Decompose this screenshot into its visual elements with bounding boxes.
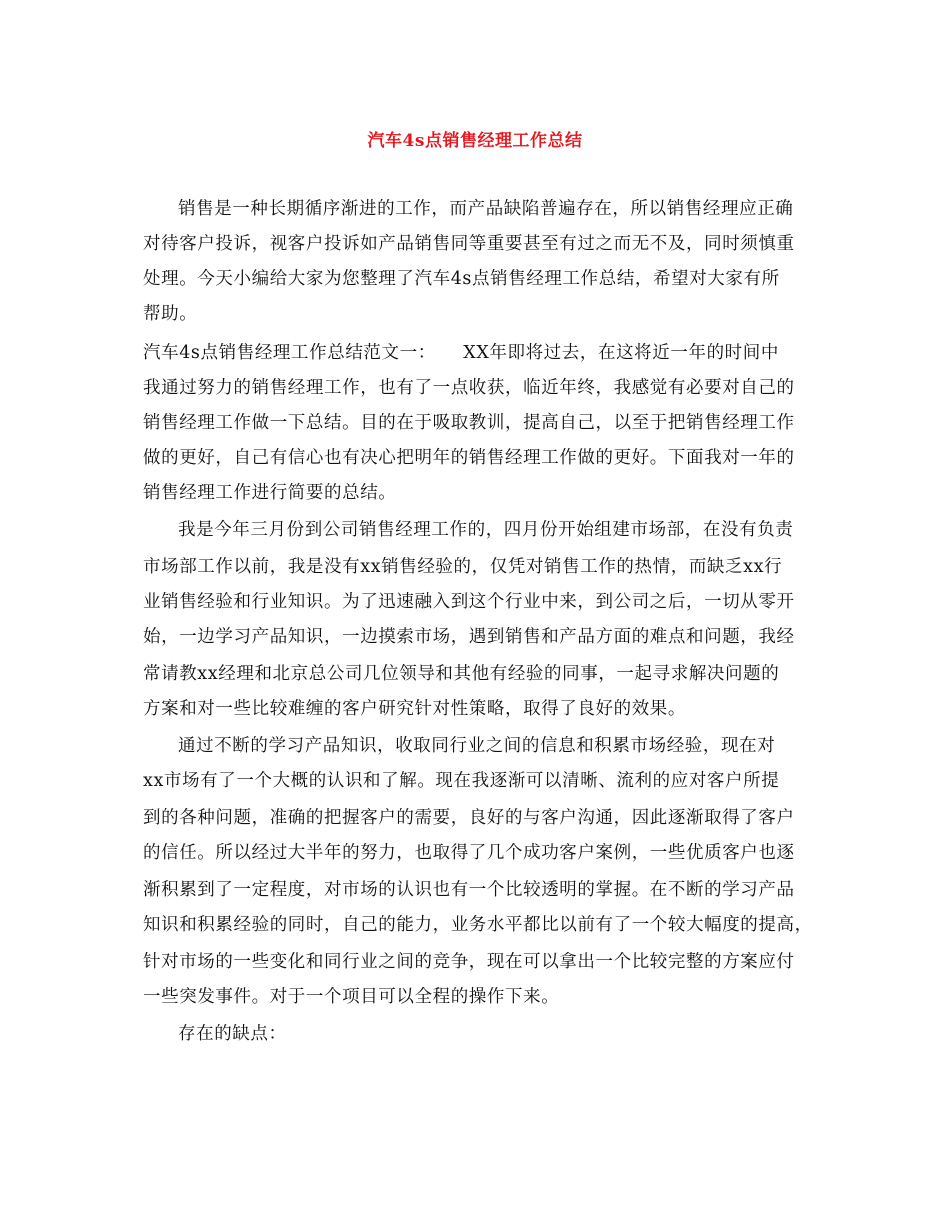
paragraph-line: 一些突发事件。对于一个项目可以全程的操作下来。 xyxy=(143,987,560,1007)
paragraph-line: 我通过努力的销售经理工作，也有了一点收获，临近年终，我感觉有必要对自己的 xyxy=(143,378,795,398)
paragraph-line: 始，一边学习产品知识，一边摸索市场，遇到销售和产品方面的难点和问题，我经 xyxy=(143,627,795,647)
paragraph-line: xx市场有了一个大概的认识和了解。现在我逐渐可以清晰、流利的应对客户所提 xyxy=(143,771,780,791)
paragraph-line: 到的各种问题，准确的把握客户的需要，良好的与客户沟通，因此逐渐取得了客户 xyxy=(143,808,795,828)
paragraph-line: 业销售经验和行业知识。为了迅速融入到这个行业中来，到公司之后，一切从零开 xyxy=(143,592,795,612)
paragraph-line: 对待客户投诉，视客户投诉如产品销售同等重要甚至有过之而无不及，同时须慎重 xyxy=(143,234,795,254)
paragraph-line: 存在的缺点： xyxy=(178,1024,287,1044)
paragraph-line: 做的更好，自己有信心也有决心把明年的销售经理工作做的更好。下面我对一年的 xyxy=(143,448,795,468)
paragraph-line: 常请教xx经理和北京总公司几位领导和其他有经验的同事，一起寻求解决问题的 xyxy=(143,664,780,684)
paragraph-line: 销售经理工作做一下总结。目的在于吸取教训，提高自己，以至于把销售经理工作 xyxy=(143,413,795,433)
paragraph-line: 方案和对一些比较难缠的客户研究针对性策略，取得了良好的效果。 xyxy=(143,699,686,719)
paragraph-line: 帮助。 xyxy=(143,304,198,324)
paragraph-line: 通过不断的学习产品知识，收取同行业之间的信息和积累市场经验，现在对 xyxy=(178,736,776,756)
paragraph-line: 渐积累到了一定程度，对市场的认识也有一个比较透明的掌握。在不断的学习产品 xyxy=(143,880,795,900)
paragraph-line: 我是今年三月份到公司销售经理工作的，四月份开始组建市场部，在没有负责 xyxy=(178,520,794,540)
document-title: 汽车4s点销售经理工作总结 xyxy=(367,131,583,151)
paragraph-line: 的信任。所以经过大半年的努力，也取得了几个成功客户案例，一些优质客户也逐 xyxy=(143,843,795,863)
paragraph-line: 销售是一种长期循序渐进的工作，而产品缺陷普遍存在，所以销售经理应正确 xyxy=(178,199,794,219)
paragraph-line: 知识和积累经验的同时，自己的能力，业务水平都比以前有了一个较大幅度的提高， xyxy=(143,915,813,935)
paragraph-line: 销售经理工作进行简要的总结。 xyxy=(143,483,397,503)
paragraph-line: 针对市场的一些变化和同行业之间的竞争，现在可以拿出一个比较完整的方案应付 xyxy=(143,952,795,972)
paragraph-line: 汽车4s点销售经理工作总结范文一： XX年即将过去，在这将近一年的时间中 xyxy=(143,343,779,363)
paragraph-line: 市场部工作以前，我是没有xx销售经验的，仅凭对销售工作的热情，而缺乏xx行 xyxy=(143,557,783,577)
paragraph-line: 处理。今天小编给大家为您整理了汽车4s点销售经理工作总结，希望对大家有所 xyxy=(143,269,780,289)
